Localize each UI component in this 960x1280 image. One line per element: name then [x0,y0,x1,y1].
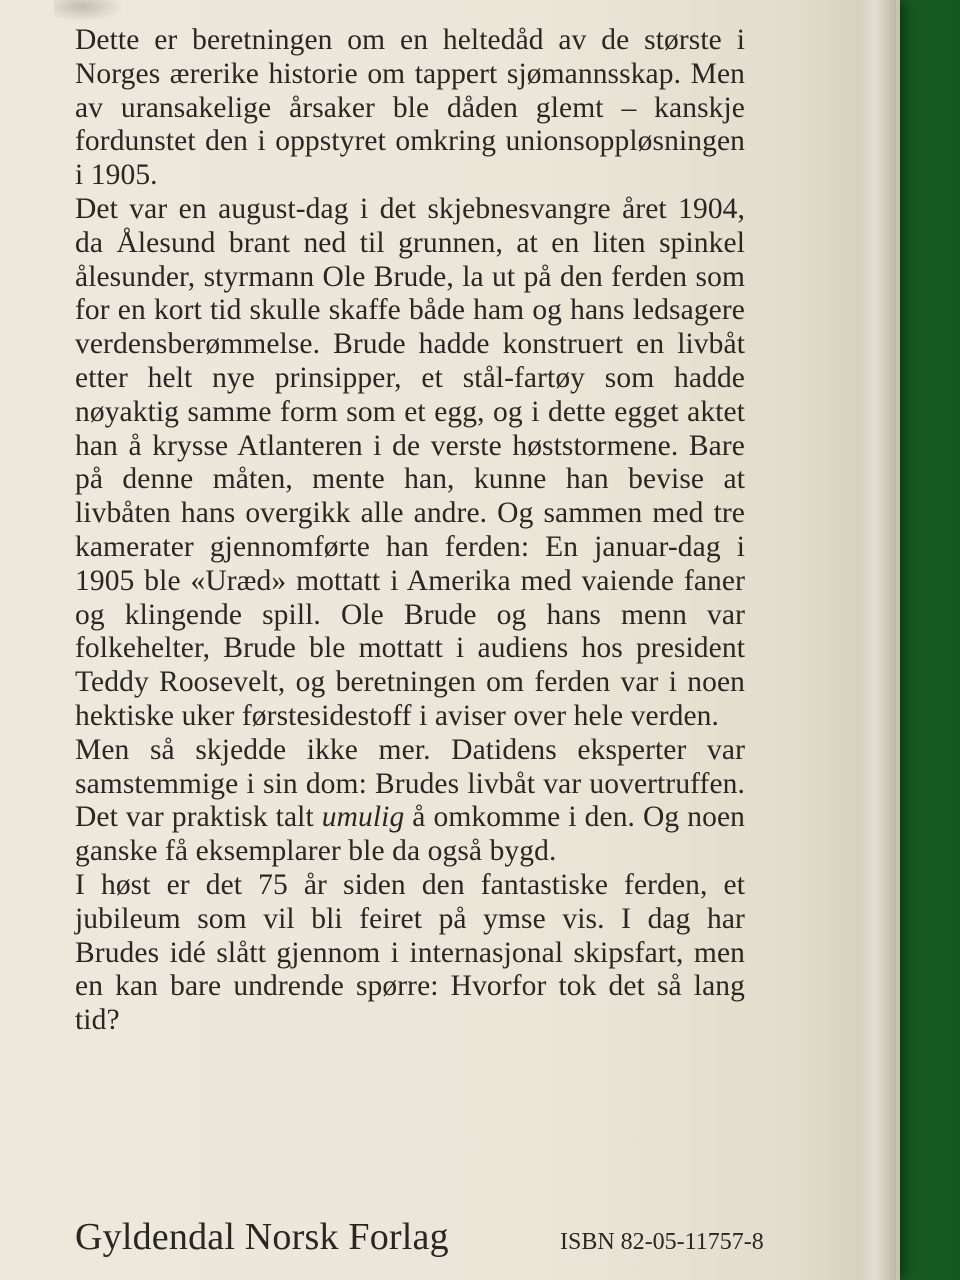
publisher-name: Gyldendal Norsk Forlag [75,1216,449,1258]
paragraph-3-start: Men så skjedde ikke mer. Datidens eksperter var samstemmige i sin dom: Brudes livbåt var uovertruffen. Det var praktisk talt [75,733,745,834]
blurb-paragraph-4: I høst er det 75 år siden den fantastiske ferden, et jubileum som vil bli feiret på ymse vis. I dag har Brudes idé slått gjennom i internasjonal skipsfart, men en kan bare undrende spørre: Hvorfor tok det så lang tid? [75,868,745,1037]
blurb-paragraph-1: Dette er beretningen om en heltedåd av de største i Norges ærerike historie om tappert sjømannsskap. Men av uransakelige årsaker ble dåden glemt – kanskje fordunstet den i oppstyret omkring unionsoppløsningen i 1905. [75,24,745,192]
blurb-paragraph-3 [75,734,745,869]
isbn-number: ISBN 82-05-11757-8 [560,1229,764,1255]
paragraph-3-end: å omkomme i den. Og noen ganske få eksemplarer ble da også bygd. [75,801,746,868]
cover-edge [860,0,896,1280]
wear-mark [54,0,124,22]
blurb-text [75,24,745,1038]
blurb-paragraph-2: Det var en august-dag i det skjebnesvangre året 1904, da Ålesund brant ned til grunnen, at en liten spinkel ålesunder, styrmann Ole Brude, la ut på den ferden som for en kort tid skulle skaffe både ham og hans ledsagere verdensberømmelse. Brude hadde konstruert en livbåt etter helt nye prinsipper, et stål-fartøy som hadde nøyaktig samme form som et egg, og i dette egget aktet han å krysse Atlanteren i de verste høststormene. Bare på denne måten, mente han, kunne han bevise at livbåten hans overgikk alle andre. Og sammen med tre kamerater gjennomførte han ferden: En januar-dag i 1905 ble «Uræd» mottatt i Amerika med vaiende faner og klingende spill. Ole Brude og hans menn var folkehelter, Brude ble mottatt i audiens hos president Teddy Roosevelt, og beretningen om ferden var i noen hektiske uker førstesidestoff i aviser over hele verden. [75,192,745,732]
emphasized-word: umulig [321,801,405,834]
